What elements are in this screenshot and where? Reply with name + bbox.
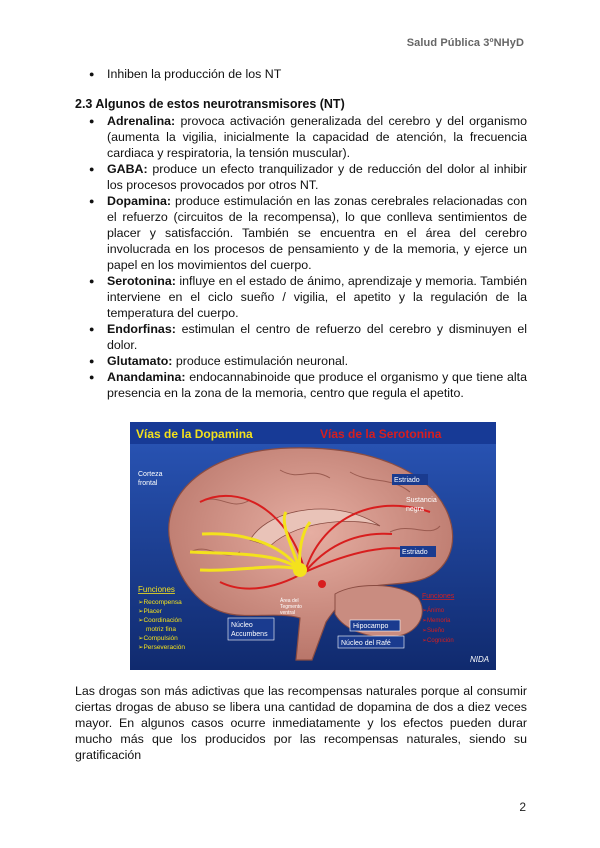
- label-text: Accumbens: [231, 631, 268, 638]
- description: influye en el estado de ánimo, aprendizaje y memoria. También interviene en el ciclo sueño / vigilia, el apetito y la regulación de la temperatura del cuerpo.: [107, 274, 527, 320]
- description: produce estimulación en las zonas cerebrales relacionadas con el refuerzo (circuitos de la recompensa), lo que conlleva sentimientos de placer y satisfacción. También se encuentra en el área del cerebro involucrada en los procesos de pensamiento y de la memoria, y ejerce un papel en los movimientos del cuerpo.: [107, 194, 527, 272]
- label-text: frontal: [138, 480, 158, 487]
- list-item-adrenalina: [75, 113, 527, 161]
- funcion-item: ➢Cognición: [422, 638, 454, 644]
- term: Serotonina:: [107, 274, 176, 288]
- funcion-item: ➢Memoria: [422, 618, 451, 624]
- nida-logo-text: NIDA: [470, 655, 490, 664]
- page-content: [75, 66, 527, 775]
- description: provoca activación generalizada del cerebro y del organismo (aumenta la vigilia, inicialmente la capacidad de atención, la frecuencia cardiaca y respiratoria, la tensión muscular).: [107, 114, 527, 160]
- funcion-item: motriz fina: [146, 626, 176, 633]
- label-text: Hipocampo: [353, 623, 389, 630]
- term: GABA:: [107, 162, 148, 176]
- label-hipocampo: [350, 620, 400, 631]
- label-estriado-top: [392, 474, 428, 485]
- neurotransmitter-list: [75, 113, 527, 401]
- list-item-glutamato: [75, 353, 527, 369]
- brain-pathways-figure: [130, 422, 496, 670]
- description: produce estimulación neuronal.: [172, 354, 349, 368]
- serotonin-title: Vías de la Serotonina: [320, 427, 442, 441]
- label-nucleo-accumbens: [228, 618, 274, 640]
- list-item-gaba: [75, 161, 527, 193]
- label-text: Estriado: [402, 549, 428, 556]
- list-item-dopamina: [75, 193, 527, 273]
- funcion-item: ➢Recompensa: [138, 599, 182, 606]
- term: Adrenalina:: [107, 114, 176, 128]
- label-text: Corteza: [138, 471, 163, 478]
- description: endocannabinoide que produce el organismo y que tiene alta presencia en la zona de la memoria, centro que regula el apetito.: [107, 370, 527, 400]
- label-estriado-mid: [400, 546, 436, 557]
- page-header: Salud Pública 3ºNHyD: [406, 37, 524, 49]
- funciones-title: Funciones: [422, 593, 455, 600]
- term: Endorfinas:: [107, 322, 176, 336]
- list-item: ● Inhiben la producción de los NT: [75, 66, 527, 82]
- funcion-item: ➢Placer: [138, 608, 162, 615]
- list-item-anandamina: [75, 369, 527, 401]
- funcion-item: ➢Sueño: [422, 628, 445, 634]
- label-text: Núcleo: [231, 622, 253, 629]
- body-paragraph: Las drogas son más adictivas que las recompensas naturales porque al consumir ciertas drogas de abuso se libera una cantidad de dopamina de dos a diez veces mayor. En algunos casos ocurre inmediatamente y los efectos pueden durar mucho más que los producidos por las recompensas naturales, siendo su gratificación: [75, 684, 527, 762]
- funcion-item: ➢Coordinación: [138, 617, 182, 624]
- term: Glutamato:: [107, 354, 173, 368]
- label-text: Área del: [280, 598, 299, 604]
- dopamine-origin: [293, 563, 307, 577]
- lead-list: [75, 66, 527, 82]
- label-text: Núcleo del Rafé: [341, 640, 391, 647]
- label-text: negra: [406, 506, 424, 513]
- funcion-item: ➢Ánimo: [422, 608, 445, 614]
- brain-pathways-illustration: [130, 422, 496, 670]
- funcion-item: ➢Perseveración: [138, 644, 186, 651]
- label-nucleo-rafe: [338, 636, 404, 648]
- list-item-endorfinas: [75, 321, 527, 353]
- list-item-serotonina: [75, 273, 527, 321]
- label-text: Sustancia: [406, 497, 437, 504]
- serotonin-origin: [318, 580, 326, 588]
- description: produce un efecto tranquilizador y de reducción del dolor al inhibir los procesos provocados por otros NT.: [107, 162, 527, 192]
- section-title: 2.3 Algunos de estos neurotransmisores (NT): [75, 97, 345, 111]
- dopamine-title: Vías de la Dopamina: [136, 427, 253, 441]
- funcion-item: ➢Compulsión: [138, 635, 178, 642]
- description: estimulan el centro de refuerzo del cerebro y disminuyen el dolor.: [107, 322, 527, 352]
- page-number: 2: [519, 800, 526, 814]
- term: Anandamina:: [107, 370, 186, 384]
- label-text: Estriado: [394, 477, 420, 484]
- label-text: ventral: [280, 610, 296, 616]
- label-text: Tegmento: [280, 604, 302, 610]
- funciones-title: Funciones: [138, 585, 175, 594]
- term: Dopamina:: [107, 194, 172, 208]
